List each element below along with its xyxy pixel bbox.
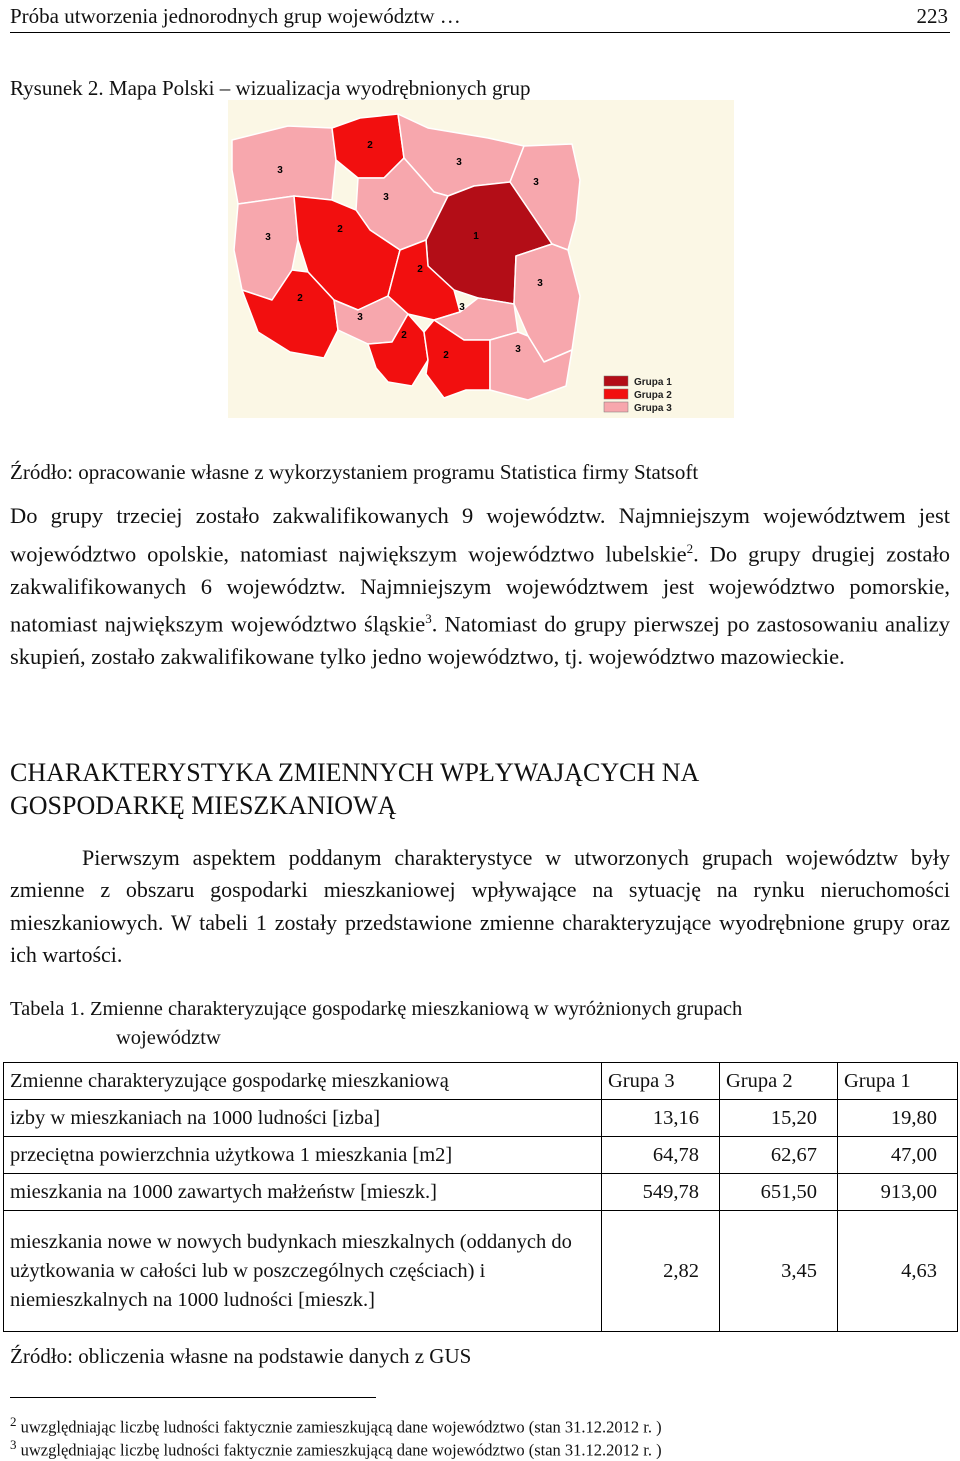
label-warminsko-mazurskie: 3 [456,157,462,168]
legend-swatch-grupa3 [604,402,628,412]
header-title: Próba utworzenia jednorodnych grup województw … [10,4,461,28]
poland-map [228,100,734,418]
cell-grupa2: 651,50 [720,1174,838,1211]
legend-swatch-grupa2 [604,389,628,399]
region-zachodniopomorskie [232,126,336,204]
legend-label-grupa2: Grupa 2 [634,390,672,401]
header-variable: Zmienne charakteryzujące gospodarkę mieszkaniową [4,1063,602,1100]
label-wielkopolskie: 2 [337,224,343,235]
legend-swatch-grupa1 [604,376,628,386]
label-dolnoslaskie: 2 [297,293,303,304]
para1-part-c: . Natomiast do grupy pierwszej po zastosowaniu analizy skupień, zostało zakwalifikowane tylko jedno województwo, tj. województwo mazowieckie. [10,611,950,669]
cell-grupa2: 15,20 [720,1100,838,1137]
header-grupa1: Grupa 1 [838,1063,958,1100]
label-slaskie: 2 [401,330,407,341]
table-source: Źródło: obliczenia własne na podstawie danych z GUS [10,1344,472,1368]
label-malopolskie: 2 [443,350,449,361]
footnote-text: uwzględniając liczbę ludności faktycznie zamieszkującą dane województwo (stan 31.12.2012 r. ) [20,1417,662,1437]
table-caption-line1: Tabela 1. Zmienne charakteryzujące gospodarkę mieszkaniową w wyróżnionych grupach [10,998,743,1020]
cell-grupa2: 3,45 [720,1211,838,1332]
label-lodzkie: 2 [417,264,423,275]
header-grupa3: Grupa 3 [602,1063,720,1100]
label-zachodniopomorskie: 3 [277,165,283,176]
para2-text: Pierwszym aspektem poddanym charakterystyce w utworzonych grupach województw były zmienne z obszaru gospodarki mieszkaniowej wpływające na sytuację na rynku nieruchomości mieszkaniowych. W tabeli 1 zostały przedstawione zmienne charakteryzujące wyodrębnione grupy oraz ich wartości. [10,845,950,967]
cell-grupa1: 47,00 [838,1137,958,1174]
label-mazowieckie: 1 [473,231,479,242]
footnote-number: 2 [10,1414,17,1429]
table-caption [10,995,950,1053]
legend-label-grupa3: Grupa 3 [634,403,672,414]
variables-table [3,1062,958,1332]
section-heading-line2: GOSPODARKĘ MIESZKANIOWĄ [10,791,397,820]
label-kujawsko-pomorskie: 3 [383,192,389,203]
running-header [10,4,950,33]
label-lubuskie: 3 [265,232,271,243]
row-label: mieszkania na 1000 zawartych małżeństw [mieszk.] [4,1174,602,1211]
footnote-ref-3[interactable]: 3 [425,611,432,626]
footnote-text: uwzględniając liczbę ludności faktycznie zamieszkującą dane województwo (stan 31.12.2012 r. ) [20,1440,662,1460]
table-header-row [4,1063,958,1100]
table-row [4,1211,958,1332]
label-opolskie: 3 [357,312,363,323]
cell-grupa3: 2,82 [602,1211,720,1332]
legend-label-grupa1: Grupa 1 [634,377,672,388]
paragraph-groups [10,500,950,674]
paragraph-intro [10,842,950,971]
table-caption-line2: województw [116,1027,221,1049]
page-number: 223 [916,4,948,28]
cell-grupa2: 62,67 [720,1137,838,1174]
cell-grupa1: 4,63 [838,1211,958,1332]
para1-part-b: . Do grupy drugiej zostało zakwalifikowanych 6 województw. Najmniejszym województwem jest województwo pomorskie, natomiast największym województwo śląskie [10,541,950,637]
label-lubelskie: 3 [537,278,543,289]
cell-grupa3: 13,16 [602,1100,720,1137]
section-heading-line1: CHARAKTERYSTYKA ZMIENNYCH WPŁYWAJĄCYCH NA [10,758,700,787]
row-label: przeciętna powierzchnia użytkowa 1 mieszkania [m2] [4,1137,602,1174]
cell-grupa1: 913,00 [838,1174,958,1211]
table-row [4,1100,958,1137]
footnote-separator [10,1397,376,1398]
footnote-3 [10,1437,662,1461]
label-podkarpackie: 3 [515,344,521,355]
figure-source: Źródło: opracowanie własne z wykorzystaniem programu Statistica firmy Statsoft [10,460,699,484]
label-podlaskie: 3 [533,177,539,188]
footnote-number: 3 [10,1437,17,1452]
figure-caption: Rysunek 2. Mapa Polski – wizualizacja wyodrębnionych grup [10,76,531,100]
cell-grupa1: 19,80 [838,1100,958,1137]
footnote-ref-2[interactable]: 2 [686,540,694,556]
footnote-2 [10,1414,662,1438]
label-swietokrzyskie: 3 [459,302,465,313]
section-heading [10,756,950,822]
label-pomorskie: 2 [367,140,373,151]
table-row [4,1174,958,1211]
para1-part-a: Do grupy trzeciej zostało zakwalifikowanych 9 województw. Najmniejszym województwem jest województwo opolskie, natomiast największym województwo lubelskie [10,503,950,566]
table-row [4,1137,958,1174]
cell-grupa3: 549,78 [602,1174,720,1211]
map-legend [604,376,672,414]
row-label: mieszkania nowe w nowych budynkach mieszkalnych (oddanych do użytkowania w całości lub w poszczególnych częściach) i niemieszkalnych na 1000 ludności [mieszk.] [4,1211,602,1332]
cell-grupa3: 64,78 [602,1137,720,1174]
row-label: izby w mieszkaniach na 1000 ludności [izba] [4,1100,602,1137]
header-grupa2: Grupa 2 [720,1063,838,1100]
